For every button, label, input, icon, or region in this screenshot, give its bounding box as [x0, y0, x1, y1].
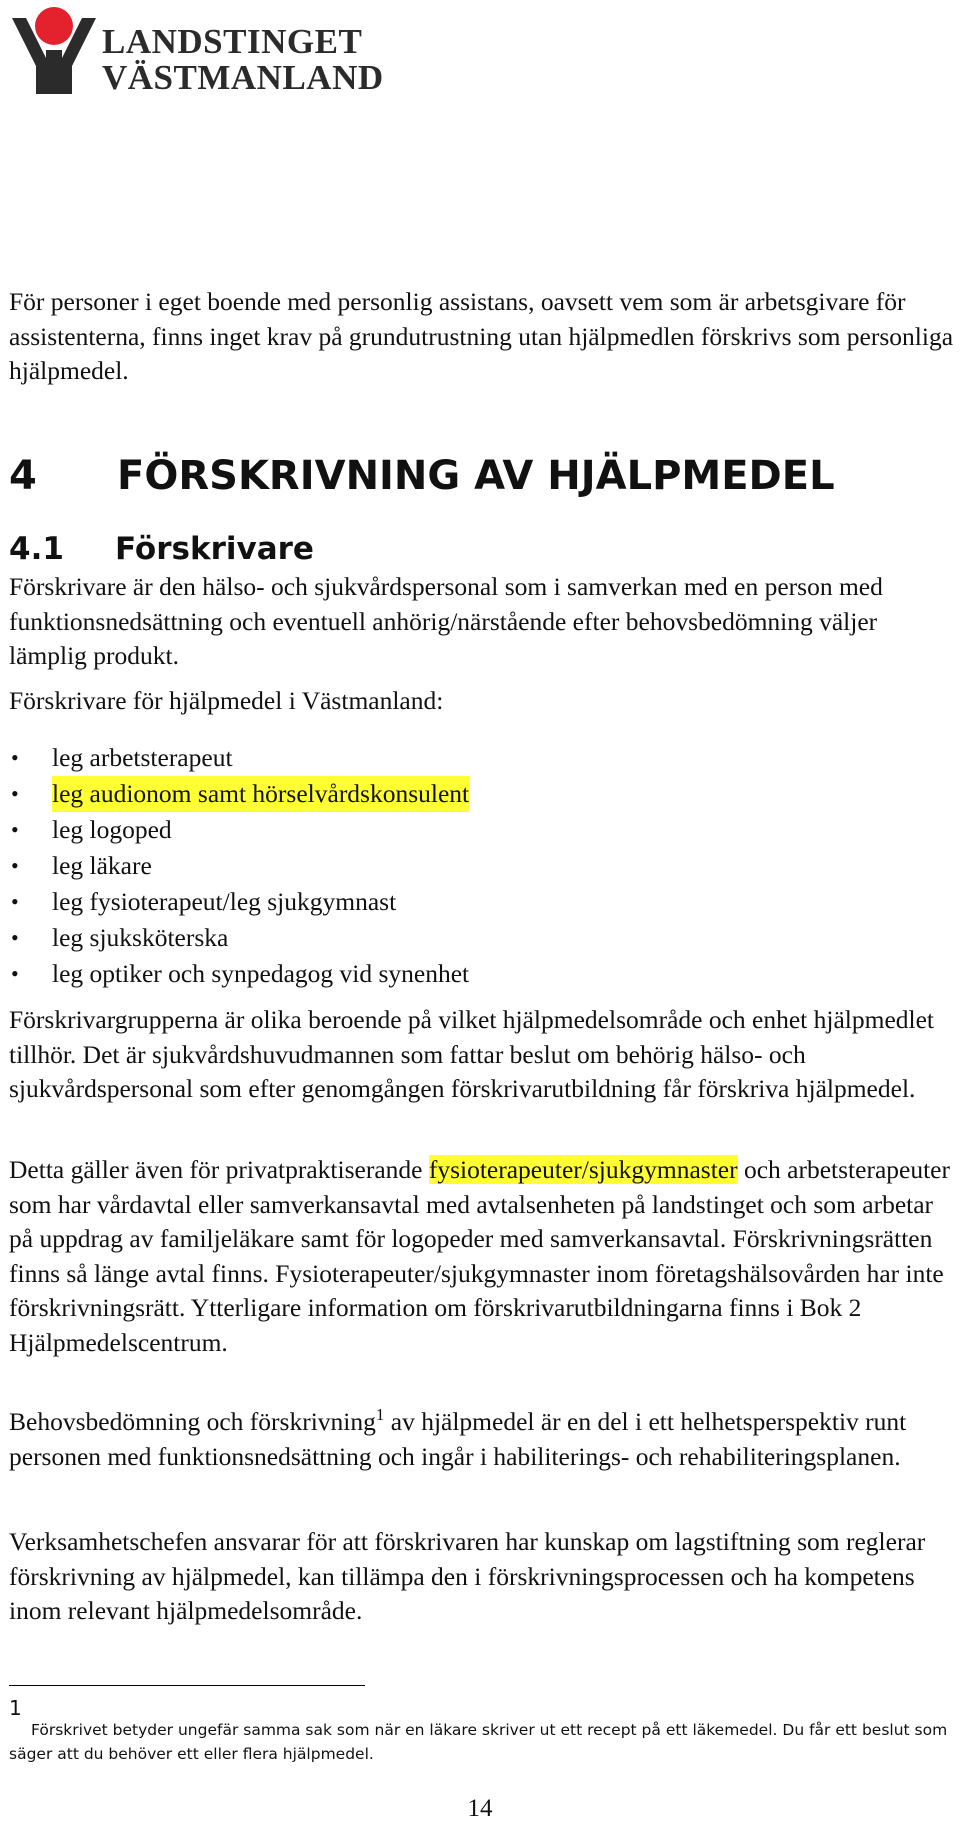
list-item: [9, 920, 949, 956]
list-item-label: leg arbetsterapeut: [52, 743, 233, 772]
subsection-number: 4.1: [9, 531, 64, 567]
logo-wordmark-line2: VÄSTMANLAND: [102, 58, 384, 97]
groups-paragraph: Förskrivargrupperna är olika beroende på vilket hjälpmedelsområde och enhet hjälpmedlet tillhör. Det är sjukvårdshuvudmannen som fattar beslut om behörig hälso- och sjukvårdspersonal som efter genomgången förskrivarutbildning får förskriva hjälpmedel.: [9, 1005, 934, 1103]
list-item-label: leg logoped: [52, 815, 172, 844]
list-item-label: leg fysioterapeut/leg sjukgymnast: [52, 887, 397, 916]
list-item: [9, 812, 949, 848]
page-number: 14: [467, 1795, 493, 1822]
intro-paragraph: För personer i eget boende med personlig assistans, oavsett vem som är arbetsgivare för assistenterna, finns inget krav på grundutrustning utan hjälpmedlen förskrivs som personliga hjälpmedel.: [9, 287, 954, 385]
footnote-mark: 1: [9, 1696, 22, 1720]
bullet-icon: •: [11, 853, 19, 878]
private-text-before: Detta gäller även för privatpraktiserande: [9, 1155, 429, 1184]
landstinget-logo: [8, 6, 384, 98]
assessment-paragraph: [9, 1405, 954, 1474]
subsection-title: Förskrivare: [115, 531, 314, 567]
bullet-icon: •: [11, 745, 19, 770]
list-item-label: leg audionom samt hörselvårdskonsulent: [52, 776, 469, 812]
list-intro: Förskrivare för hjälpmedel i Västmanland:: [9, 686, 444, 715]
bullet-icon: •: [11, 781, 19, 806]
list-item-label: leg optiker och synpedagog vid synenhet: [52, 959, 470, 988]
footnote-text: Förskrivet betyder ungefär samma sak som när en läkare skriver ut ett recept på ett läkemedel. Du får ett beslut som säger att du behöver ett eller flera hjälpmedel.: [9, 1721, 948, 1763]
manager-paragraph: Verksamhetschefen ansvarar för att förskrivaren har kunskap om lagstiftning som reglerar förskrivning av hjälpmedel, kan tillämpa den i förskrivningsprocessen och ha kompetens inom relevant hjälpmedelsområde.: [9, 1527, 926, 1625]
list-item-label: leg sjuksköterska: [52, 923, 229, 952]
bullet-icon: •: [11, 961, 19, 986]
section-title: FÖRSKRIVNING AV HJÄLPMEDEL: [117, 453, 835, 499]
private-practice-paragraph: [9, 1153, 954, 1360]
prescriber-list: [9, 740, 949, 992]
section-number: 4: [9, 453, 37, 499]
list-item: [9, 956, 949, 992]
bullet-icon: •: [11, 889, 19, 914]
footnote-reference[interactable]: 1: [375, 1405, 385, 1424]
section-heading: [9, 452, 835, 500]
logo-wordmark-line1: LANDSTINGET: [102, 22, 363, 61]
assessment-text-before: Behovsbedömning och förskrivning: [9, 1407, 376, 1436]
logo-emblem-icon: [8, 6, 100, 98]
bullet-icon: •: [11, 925, 19, 950]
highlighted-text: fysioterapeuter/sjukgymnaster: [428, 1155, 738, 1184]
list-item: [9, 740, 949, 776]
definition-paragraph: Förskrivare är den hälso- och sjukvårdspersonal som i samverkan med en person med funktionsnedsättning och eventuell anhörig/närstående efter behovsbedömning väljer lämplig produkt.: [9, 572, 883, 670]
assessment-text-after: av hjälpmedel är en del i ett helhetsperspektiv runt personen med funktionsnedsättning och ingår i habiliterings- och rehabiliteringsplanen.: [9, 1407, 907, 1471]
footnote-divider: [9, 1685, 365, 1686]
private-text-after: och arbetsterapeuter som har vårdavtal eller samverkansavtal med avtalsenheten på landstinget och som arbetar på uppdrag av familjeläkare samt för logopeder med samverkansavtal. Förskrivningsrätten finns så länge avtal finns. Fysioterapeuter/sjukgymnaster inom företagshälsovården har inte förskrivningsrätt. Ytterligare information om förskrivarutbildningarna finns i Bok 2 Hjälpmedelscentrum.: [9, 1155, 950, 1357]
list-item: [9, 884, 949, 920]
list-item-label: leg läkare: [52, 851, 152, 880]
subsection-heading: [9, 530, 314, 568]
list-item: [9, 848, 949, 884]
bullet-icon: •: [11, 817, 19, 842]
list-item: [9, 776, 949, 812]
